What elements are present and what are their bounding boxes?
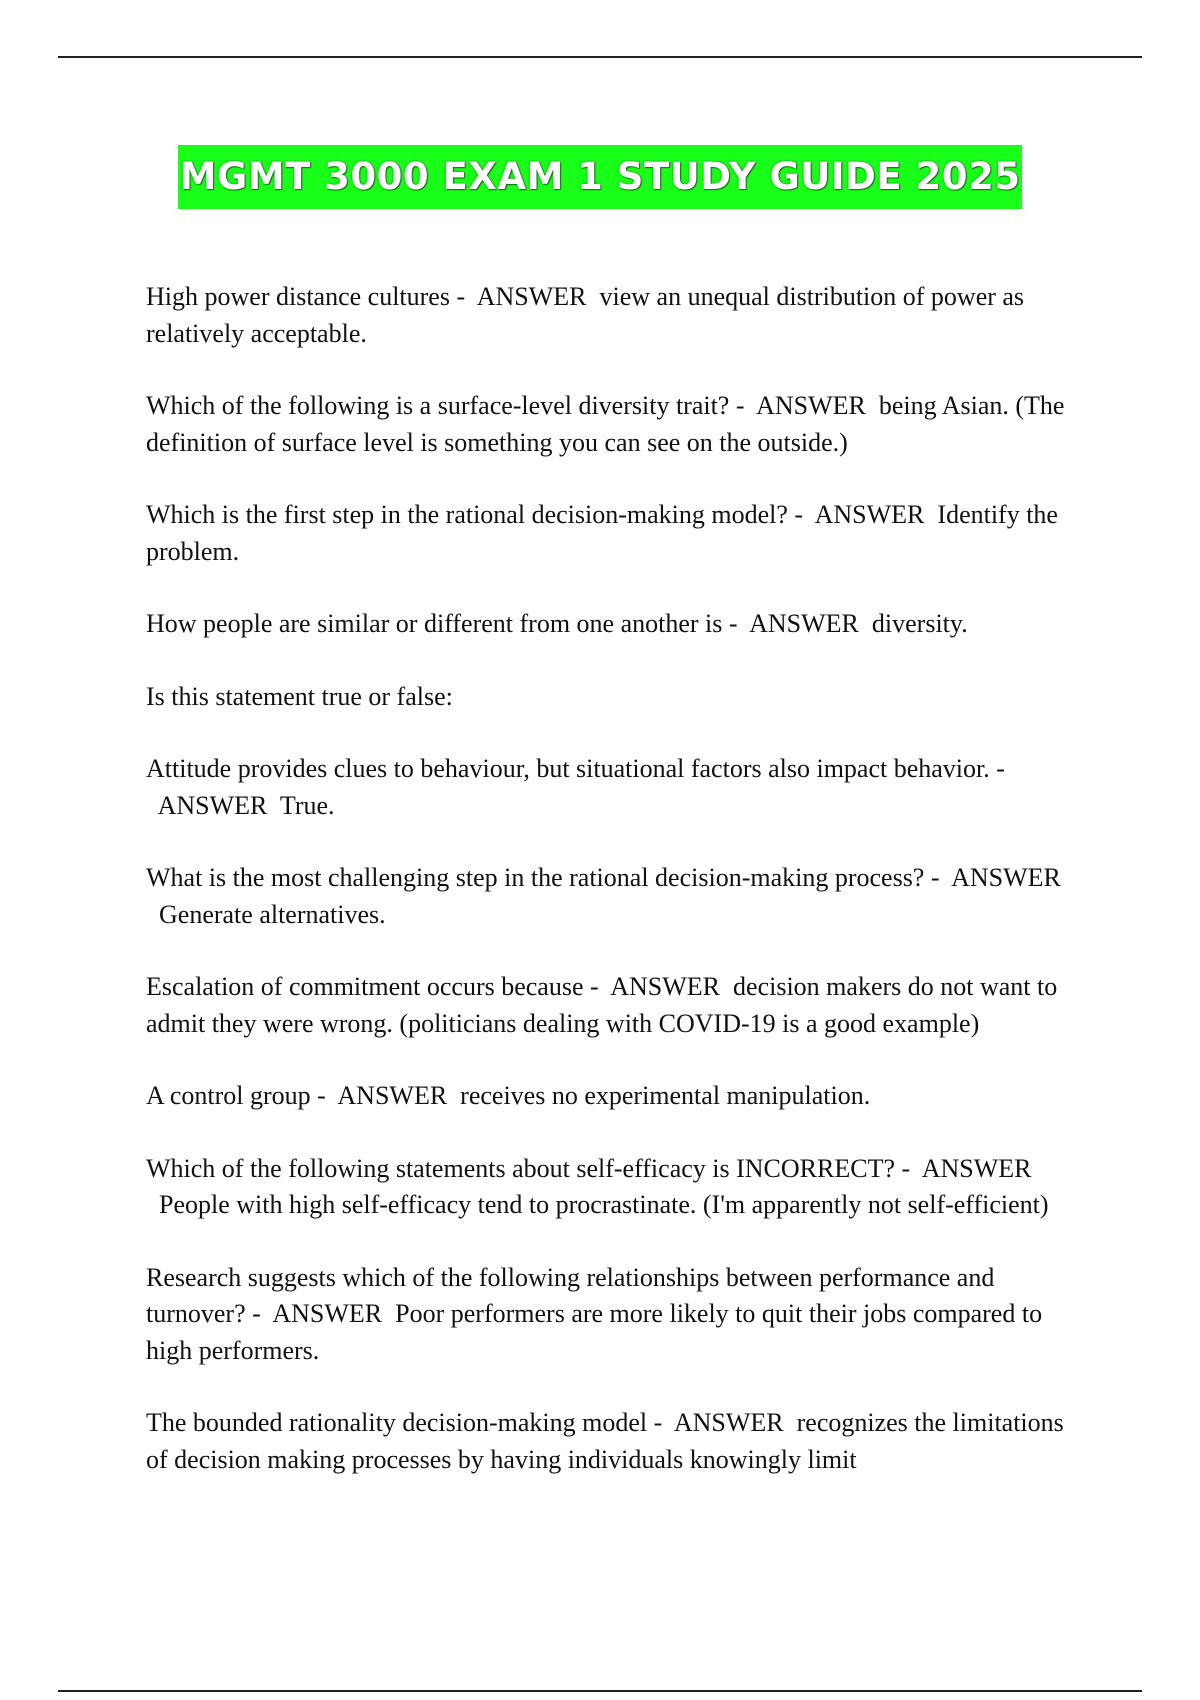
- answer-text: being Asian. (The definition of surface level is something you can see on the outside.): [146, 391, 1065, 457]
- prompt-text: Is this statement true or false:: [146, 681, 453, 711]
- answer-label: ANSWER: [749, 609, 859, 638]
- answer-label: ANSWER: [921, 1153, 1032, 1183]
- qa-item: [146, 388, 1066, 461]
- answer-text: Generate alternatives.: [159, 899, 386, 929]
- qa-item: [146, 279, 1066, 352]
- answer-label: ANSWER: [951, 863, 1061, 892]
- answer-text: recognizes the limitations of decision making processes by having individuals knowingly limit: [146, 1408, 1064, 1474]
- title-banner: [0, 145, 1200, 209]
- answer-label: ANSWER: [673, 1408, 784, 1437]
- qa-item: [146, 1405, 1066, 1478]
- question-text: Which of the following is a surface-level diversity trait? -: [146, 391, 745, 420]
- answer-text: True.: [279, 790, 335, 820]
- qa-item: [146, 1151, 1066, 1224]
- question-text: Which of the following statements about self-efficacy is INCORRECT? -: [146, 1153, 911, 1183]
- qa-item: [146, 1260, 1066, 1370]
- top-rule: [58, 56, 1142, 58]
- qa-item: [146, 497, 1066, 570]
- answer-label: ANSWER: [157, 790, 268, 820]
- page-title: MGMT 3000 EXAM 1 STUDY GUIDE 2025: [178, 145, 1023, 209]
- question-text: Attitude provides clues to behaviour, but situational factors also impact behavior. -: [146, 754, 1005, 783]
- answer-label: ANSWER: [814, 500, 925, 529]
- statement-prompt: [146, 679, 1066, 716]
- question-text: Escalation of commitment occurs because -: [146, 972, 599, 1001]
- bottom-rule: [58, 1690, 1142, 1692]
- answer-text: diversity.: [871, 609, 968, 638]
- question-text: The bounded rationality decision-making model -: [146, 1408, 663, 1437]
- answer-text: Poor performers are more likely to quit their jobs compared to high performers.: [146, 1299, 1043, 1365]
- question-text: Research suggests which of the following relationships between performance and turnover? -: [146, 1262, 995, 1328]
- question-text: What is the most challenging step in the rational decision-making process? -: [146, 863, 940, 892]
- qa-item: [146, 751, 1066, 824]
- answer-text: People with high self-efficacy tend to procrastinate. (I'm apparently not self-efficient): [159, 1190, 1049, 1219]
- answer-text: decision makers do not want to admit they were wrong. (politicians dealing with COVID-19 is a good example): [146, 972, 1058, 1038]
- answer-label: ANSWER: [476, 282, 587, 311]
- study-guide-content: [146, 279, 1066, 1514]
- question-text: How people are similar or different from one another is -: [146, 609, 738, 638]
- answer-label: ANSWER: [756, 391, 866, 420]
- answer-text: view an unequal distribution of power as relatively acceptable.: [146, 282, 1025, 348]
- qa-item: [146, 860, 1066, 933]
- qa-item: [146, 1078, 1066, 1115]
- qa-item: [146, 969, 1066, 1042]
- qa-item: [146, 606, 1066, 643]
- answer-text: receives no experimental manipulation.: [460, 1081, 871, 1110]
- question-text: Which is the first step in the rational decision-making model? -: [146, 500, 804, 529]
- question-text: High power distance cultures -: [146, 282, 466, 311]
- answer-label: ANSWER: [272, 1299, 383, 1328]
- answer-label: ANSWER: [610, 972, 721, 1001]
- answer-label: ANSWER: [337, 1081, 448, 1110]
- answer-text: Identify the problem.: [146, 500, 1058, 566]
- question-text: A control group -: [146, 1081, 326, 1110]
